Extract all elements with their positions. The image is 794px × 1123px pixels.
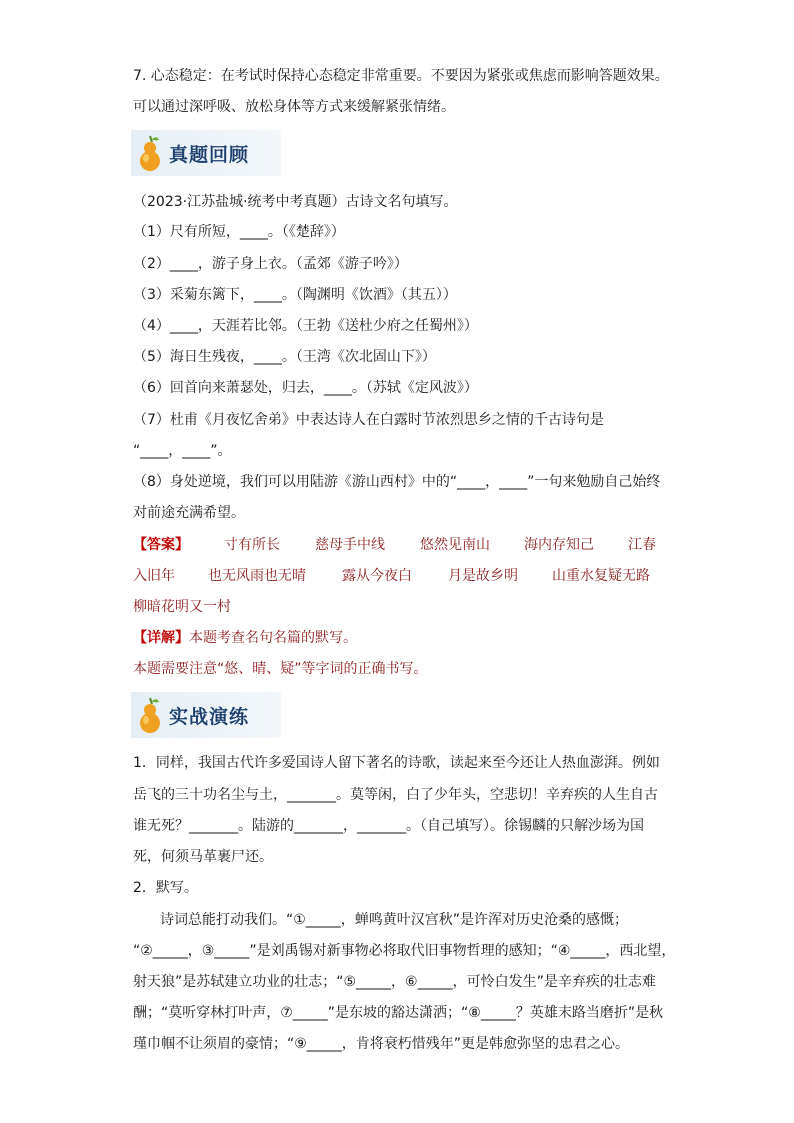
q1-line: 谁无死？_______。陆游的_______，_______。（自己填写）。徐锡麟的只解沙场为国: [133, 818, 644, 834]
section-header-practice: [131, 692, 281, 738]
section-title: 实战演练: [169, 706, 250, 728]
q2-line: “②_____，③_____”是刘禹锡对新事物必将取代旧事物哲理的感知；“④_____，西北望，: [133, 943, 676, 959]
answer-item: 江春: [628, 537, 656, 553]
q2-line: 瑾巾帼不让须眉的豪情；“⑨_____，肯将衰朽惜残年”更是韩愈弥坚的忠君之心。: [133, 1036, 630, 1052]
gourd-icon: [135, 134, 165, 172]
question-item: （8）身处逆境，我们可以用陆游《游山西村》中的“____，____”一句来勉励自己始终: [133, 474, 661, 490]
gourd-icon: [135, 696, 165, 734]
answer-item: 入旧年: [133, 568, 175, 584]
question-item: （6）回首向来萧瑟处，归去，____。（苏轼《定风波》）: [133, 380, 478, 396]
answer-item: 悠然见南山: [420, 537, 490, 553]
detail-note: 本题需要注意“悠、晴、疑”等字词的正确书写。: [133, 661, 428, 677]
answer-item: 柳暗花明又一村: [133, 599, 231, 615]
q1-line: 死，何须马革裹尸还。: [133, 849, 273, 865]
question-item: （3）采菊东篱下，____。（陶渊明《饮酒》（其五））: [133, 287, 457, 303]
answer-label: 【答案】: [133, 537, 189, 553]
intro-line-2: 可以通过深呼吸、放松身体等方式来缓解紧张情绪。: [133, 99, 455, 115]
q2-line: 酬；“莫听穿林打叶声，⑦_____”是东坡的豁达潇洒；“⑧_____？英雄末路当磨折”是秋: [133, 1005, 664, 1021]
question-item: “____，____”。: [133, 443, 232, 459]
answer-item: 也无风雨也无晴: [208, 568, 306, 584]
q1-line: 岳飞的三十功名尘与土，_______。莫等闲，白了少年头，空悲切！辛弃疾的人生自古: [133, 787, 658, 803]
question-item: （2）____，游子身上衣。（孟郊《游子吟》）: [133, 256, 408, 272]
answer-item: 慈母手中线: [315, 537, 385, 553]
q2-line: 射天狼”是苏轼建立功业的壮志；“⑤_____，⑥_____，可怜白发生”是辛弃疾的壮志难: [133, 974, 656, 990]
question-item: （1）尺有所短，____。（《楚辞》）: [133, 224, 345, 240]
question-item: （7）杜甫《月夜忆舍弟》中表达诗人在白露时节浓烈思乡之情的千古诗句是: [133, 412, 604, 428]
question-item: （5）海日生残夜，____。（王湾《次北固山下》）: [133, 349, 436, 365]
answer-item: 露从今夜白: [342, 568, 412, 584]
intro-line-1: 7. 心态稳定：在考试时保持心态稳定非常重要。不要因为紧张或焦虑而影响答题效果。: [133, 68, 669, 84]
q1-line: 1．同样，我国古代许多爱国诗人留下著名的诗歌，读起来至今还让人热血澎湃。例如: [133, 755, 660, 771]
answer-item: 寸有所长: [224, 537, 280, 553]
answer-item: 海内存知己: [524, 537, 594, 553]
section-title: 真题回顾: [169, 144, 250, 166]
question-source: （2023·江苏盐城·统考中考真题）古诗文名句填写。: [133, 194, 458, 210]
detail-line: 【详解】本题考查名句名篇的默写。: [133, 630, 357, 646]
q2-title: 2．默写。: [133, 880, 198, 896]
question-item: （4）____，天涯若比邻。（王勃《送杜少府之任蜀州》）: [133, 318, 478, 334]
q2-line: 诗词总能打动我们。“①_____，蝉鸣黄叶汉宫秋”是许浑对历史沧桑的感慨；: [160, 912, 629, 928]
section-header-review: [131, 130, 281, 176]
question-item: 对前途充满希望。: [133, 505, 245, 521]
answer-item: 月是故乡明: [448, 568, 518, 584]
answer-item: 山重水复疑无路: [552, 568, 650, 584]
